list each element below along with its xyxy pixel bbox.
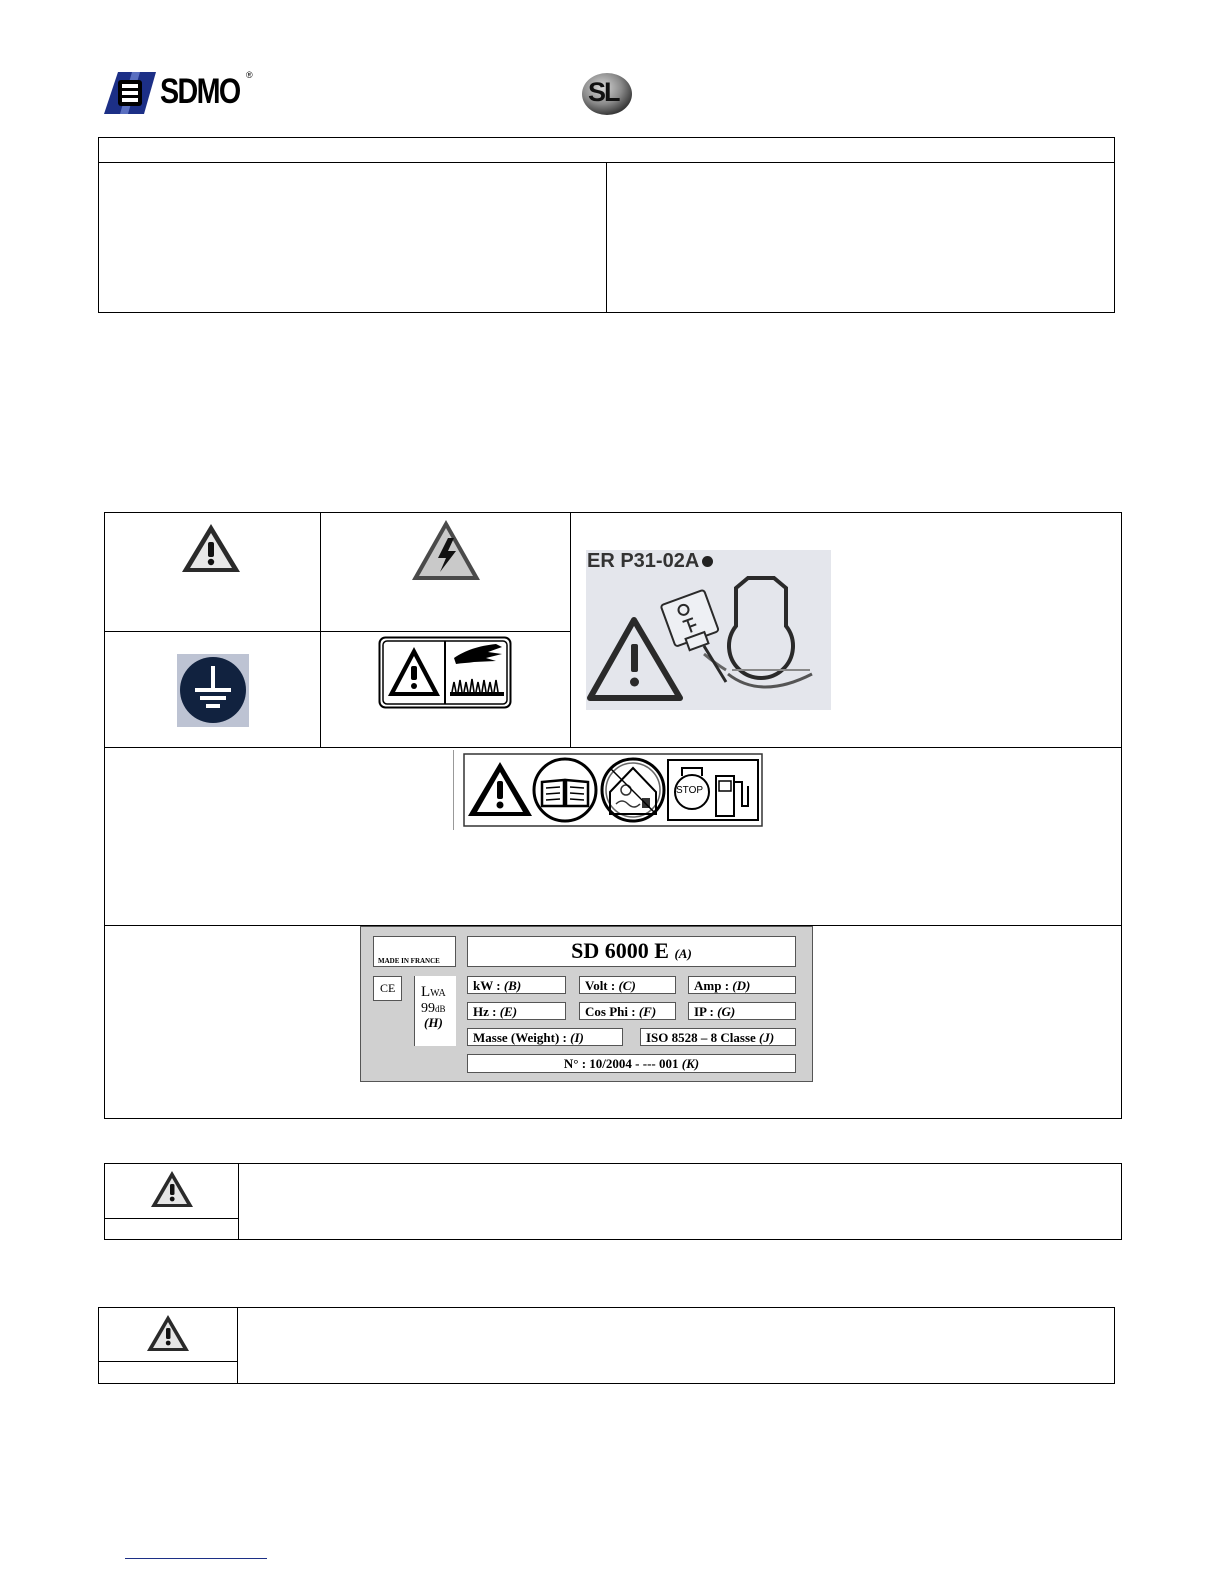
- hot-surface-burn-icon: [378, 636, 512, 709]
- oil-level-label: [586, 550, 831, 710]
- nameplate-cos-phi: Cos Phi : (F): [579, 1002, 676, 1020]
- sl-series-badge: [581, 72, 635, 116]
- warning-note-2-icon-cell: [146, 1314, 190, 1352]
- hot-surface-pictogram: [378, 636, 512, 709]
- header-table-right-cell: [606, 162, 1115, 313]
- safety-strip-icons: [454, 750, 764, 830]
- electrical-hazard-pictogram: [410, 518, 482, 582]
- stop-label: STOP: [676, 785, 704, 796]
- model-ref: (A): [674, 946, 692, 961]
- nameplate-mass: Masse (Weight) : (I): [467, 1028, 623, 1046]
- oil-label-dot: [702, 556, 713, 567]
- nameplate-ce-mark: CE: [373, 976, 402, 1001]
- grid-line: [104, 747, 1122, 748]
- grid-line: [104, 631, 571, 632]
- grid-line: [104, 1218, 239, 1219]
- high-voltage-icon: [410, 518, 482, 582]
- warning-note-1-icon-cell: [150, 1170, 194, 1208]
- grid-line: [238, 1163, 239, 1240]
- header-table-left-cell: [98, 162, 607, 313]
- grid-line: [570, 512, 571, 748]
- warning-note-table-1: [104, 1163, 1122, 1240]
- nameplate-made-in-france: MADE IN FRANCE: [373, 936, 456, 967]
- warning-triangle-icon: [180, 522, 242, 574]
- earth-ground-icon: [177, 654, 249, 727]
- registered-mark: ®: [246, 70, 253, 80]
- nameplate-sound-level: LWA 99dB (H): [414, 976, 456, 1046]
- nameplate-amp: Amp : (D): [688, 976, 796, 994]
- oil-fill-icon: [586, 574, 831, 710]
- header-table-title-row: [98, 137, 1115, 163]
- brand-name: SDMO: [160, 72, 240, 111]
- nameplate-hz: Hz : (E): [467, 1002, 566, 1020]
- nameplate-model: [467, 936, 796, 967]
- warning-triangle-icon: [150, 1170, 194, 1208]
- grid-line: [98, 1361, 238, 1362]
- model-name: SD 6000 E: [571, 938, 669, 963]
- nameplate-ip: IP : (G): [688, 1002, 796, 1020]
- sdmo-logo: [104, 70, 256, 116]
- nameplate-serial-number: N° : 10/2004 - --- 001 (K): [467, 1054, 796, 1073]
- oil-label-code: ER P31-02A: [587, 550, 700, 572]
- grid-line: [237, 1307, 238, 1384]
- sl-badge-text: SL: [588, 77, 619, 107]
- nameplate-volt: Volt : (C): [579, 976, 676, 994]
- grid-line: [320, 512, 321, 748]
- earth-ground-pictogram: [177, 654, 249, 727]
- nameplate-iso-class: ISO 8528 – 8 Classe (J): [640, 1028, 796, 1046]
- safety-pictogram-strip: [453, 750, 764, 830]
- footer-link-underline[interactable]: [125, 1558, 267, 1559]
- warning-note-table-2: [98, 1307, 1115, 1384]
- general-warning-pictogram: [180, 522, 242, 574]
- generator-nameplate: [360, 926, 813, 1082]
- warning-triangle-icon: [146, 1314, 190, 1352]
- nameplate-kw: kW : (B): [467, 976, 566, 994]
